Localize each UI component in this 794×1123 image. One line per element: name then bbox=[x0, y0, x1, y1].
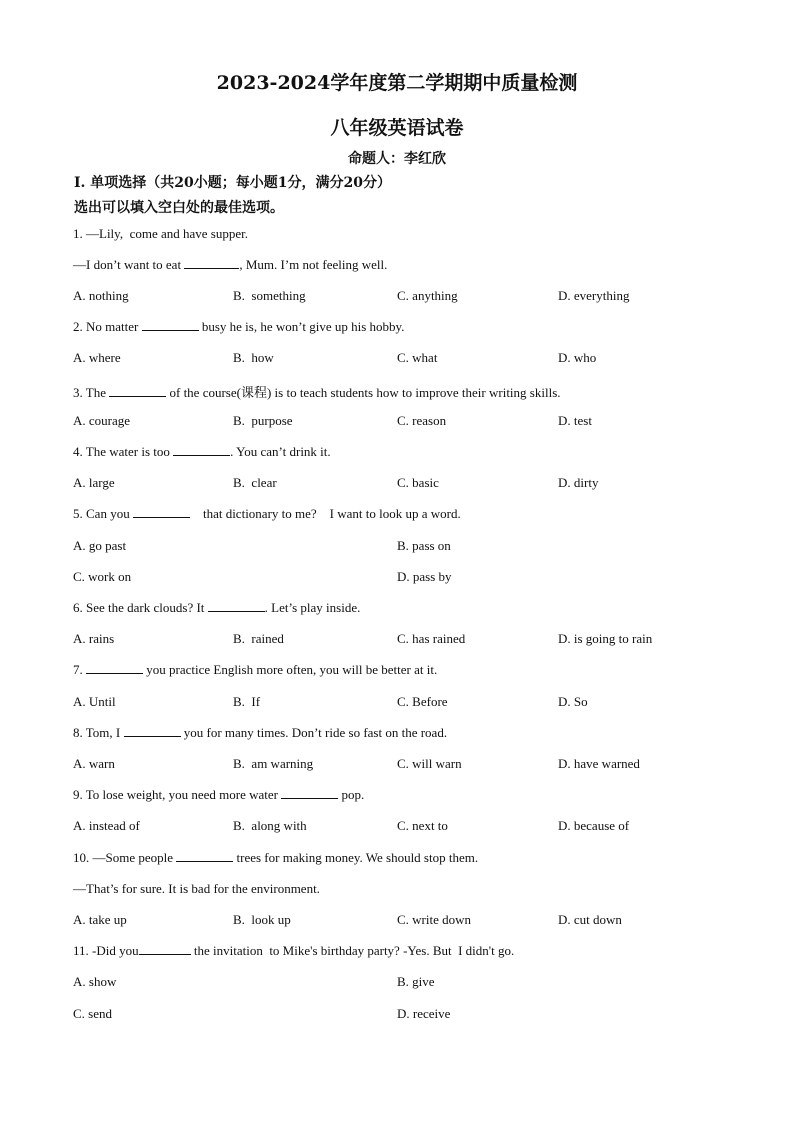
answer-option[interactable]: D. everything bbox=[558, 288, 630, 303]
question-text-segment: you practice English more often, you will be better at it. bbox=[143, 662, 438, 677]
answer-blank bbox=[124, 725, 181, 737]
answer-option[interactable]: C. reason bbox=[397, 413, 447, 428]
question-text-segment: —That’s for sure. It is bad for the environment. bbox=[73, 881, 320, 896]
answer-blank bbox=[142, 319, 199, 331]
question-text bbox=[73, 600, 360, 616]
question-text-segment: 1. —Lily, come and have supper. bbox=[73, 226, 248, 241]
question-text-segment: of the course(课程) is to teach students how to improve their writing skills. bbox=[166, 385, 561, 400]
question-text-segment: 4. The water is too bbox=[73, 444, 174, 459]
question-text-segment: the invitation to Mike's birthday party? -Yes. But I didn't go. bbox=[190, 943, 515, 958]
answer-option[interactable]: C. anything bbox=[397, 288, 458, 303]
question-text-segment: 2. No matter bbox=[73, 319, 142, 334]
answer-option[interactable]: C. basic bbox=[397, 475, 439, 490]
answer-option[interactable]: C. next to bbox=[397, 818, 448, 833]
answer-blank bbox=[139, 943, 191, 955]
answer-option[interactable]: A. instead of bbox=[73, 818, 140, 833]
answer-option[interactable]: A. show bbox=[73, 974, 117, 989]
answer-blank bbox=[109, 385, 166, 397]
question-text bbox=[73, 662, 437, 678]
answer-blank bbox=[176, 850, 233, 862]
answer-option[interactable]: B. am warning bbox=[233, 756, 314, 771]
question-text bbox=[73, 382, 561, 401]
answer-option[interactable]: D. So bbox=[558, 694, 588, 709]
answer-blank bbox=[133, 506, 190, 518]
question-text-segment: pop. bbox=[338, 787, 365, 802]
question-text-segment: —I don’t want to eat bbox=[73, 257, 185, 272]
question-text bbox=[73, 787, 364, 803]
answer-option[interactable]: D. cut down bbox=[558, 912, 622, 927]
question-text-segment: , Mum. I’m not feeling well. bbox=[239, 257, 388, 272]
question-text bbox=[73, 725, 447, 741]
question-text-segment: busy he is, he won’t give up his hobby. bbox=[198, 319, 405, 334]
answer-blank bbox=[208, 600, 265, 612]
question-text-segment: 11. -Did you bbox=[73, 943, 139, 958]
answer-option[interactable]: A. nothing bbox=[73, 288, 129, 303]
answer-option[interactable]: A. courage bbox=[73, 413, 131, 428]
answer-option[interactable]: D. because of bbox=[558, 818, 630, 833]
answer-option[interactable]: C. Before bbox=[397, 694, 448, 709]
author-line: 命题人：李红欣 bbox=[348, 151, 446, 167]
question-text-segment: that dictionary to me? I want to look up a word. bbox=[189, 506, 461, 521]
answer-option[interactable]: D. is going to rain bbox=[558, 631, 653, 646]
answer-option[interactable]: B. along with bbox=[233, 818, 307, 833]
answer-option[interactable]: B. give bbox=[397, 974, 435, 989]
question-text-segment: 7. bbox=[73, 662, 86, 677]
answer-blank bbox=[86, 662, 143, 674]
question-text-segment: trees for making money. We should stop them. bbox=[233, 850, 479, 865]
answer-option[interactable]: B. rained bbox=[233, 631, 284, 646]
answer-option[interactable]: C. work on bbox=[73, 569, 132, 584]
question-text-segment: 9. To lose weight, you need more water bbox=[73, 787, 282, 802]
page-subtitle: 八年级英语试卷 bbox=[330, 117, 464, 139]
question-text bbox=[73, 444, 331, 460]
question-text bbox=[73, 943, 514, 959]
answer-option[interactable]: C. write down bbox=[397, 912, 472, 927]
answer-option[interactable]: B. how bbox=[233, 350, 274, 365]
answer-option[interactable]: D. dirty bbox=[558, 475, 599, 490]
answer-option[interactable]: A. rains bbox=[73, 631, 115, 646]
answer-blank bbox=[281, 787, 338, 799]
answer-option[interactable]: C. has rained bbox=[397, 631, 466, 646]
answer-option[interactable]: D. test bbox=[558, 413, 592, 428]
question-text-segment: 3. The bbox=[73, 385, 110, 400]
question-text bbox=[73, 881, 320, 897]
answer-option[interactable]: D. receive bbox=[397, 1006, 451, 1021]
answer-option[interactable]: B. look up bbox=[233, 912, 291, 927]
answer-option[interactable]: B. If bbox=[233, 694, 261, 709]
answer-option[interactable]: A. warn bbox=[73, 756, 115, 771]
answer-option[interactable]: A. go past bbox=[73, 538, 127, 553]
answer-option[interactable]: A. Until bbox=[73, 694, 116, 709]
answer-option[interactable]: C. send bbox=[73, 1006, 112, 1021]
answer-option[interactable]: B. something bbox=[233, 288, 306, 303]
answer-blank bbox=[173, 444, 230, 456]
question-text bbox=[73, 257, 387, 273]
question-text-segment: 5. Can you bbox=[73, 506, 133, 521]
question-text-segment: you for many times. Don’t ride so fast on the road. bbox=[180, 725, 448, 740]
question-text bbox=[73, 850, 478, 866]
answer-option[interactable]: B. purpose bbox=[233, 413, 293, 428]
section-heading: Ⅰ. 单项选择（共20小题；每小题1分，满分20分） bbox=[74, 175, 392, 191]
question-text-segment: 6. See the dark clouds? It bbox=[73, 600, 208, 615]
answer-option[interactable]: D. have warned bbox=[558, 756, 640, 771]
answer-option[interactable]: A. where bbox=[73, 350, 121, 365]
answer-option[interactable]: A. take up bbox=[73, 912, 127, 927]
answer-option[interactable]: B. clear bbox=[233, 475, 277, 490]
question-text bbox=[73, 506, 461, 522]
question-text-segment: . You can’t drink it. bbox=[230, 444, 331, 459]
answer-option[interactable]: C. will warn bbox=[397, 756, 462, 771]
question-text-segment: . Let’s play inside. bbox=[264, 600, 361, 615]
question-text-segment: 8. Tom, I bbox=[73, 725, 124, 740]
question-text-segment: 10. —Some people bbox=[73, 850, 177, 865]
page-title: 2023-2024学年度第二学期期中质量检测 bbox=[216, 72, 578, 94]
section-instruction: 选出可以填入空白处的最佳选项。 bbox=[74, 200, 284, 216]
answer-option[interactable]: A. large bbox=[73, 475, 115, 490]
answer-blank bbox=[184, 257, 239, 269]
question-text bbox=[73, 226, 248, 242]
answer-option[interactable]: D. pass by bbox=[397, 569, 452, 584]
answer-option[interactable]: C. what bbox=[397, 350, 438, 365]
question-text bbox=[73, 319, 404, 335]
answer-option[interactable]: D. who bbox=[558, 350, 597, 365]
answer-option[interactable]: B. pass on bbox=[397, 538, 451, 553]
